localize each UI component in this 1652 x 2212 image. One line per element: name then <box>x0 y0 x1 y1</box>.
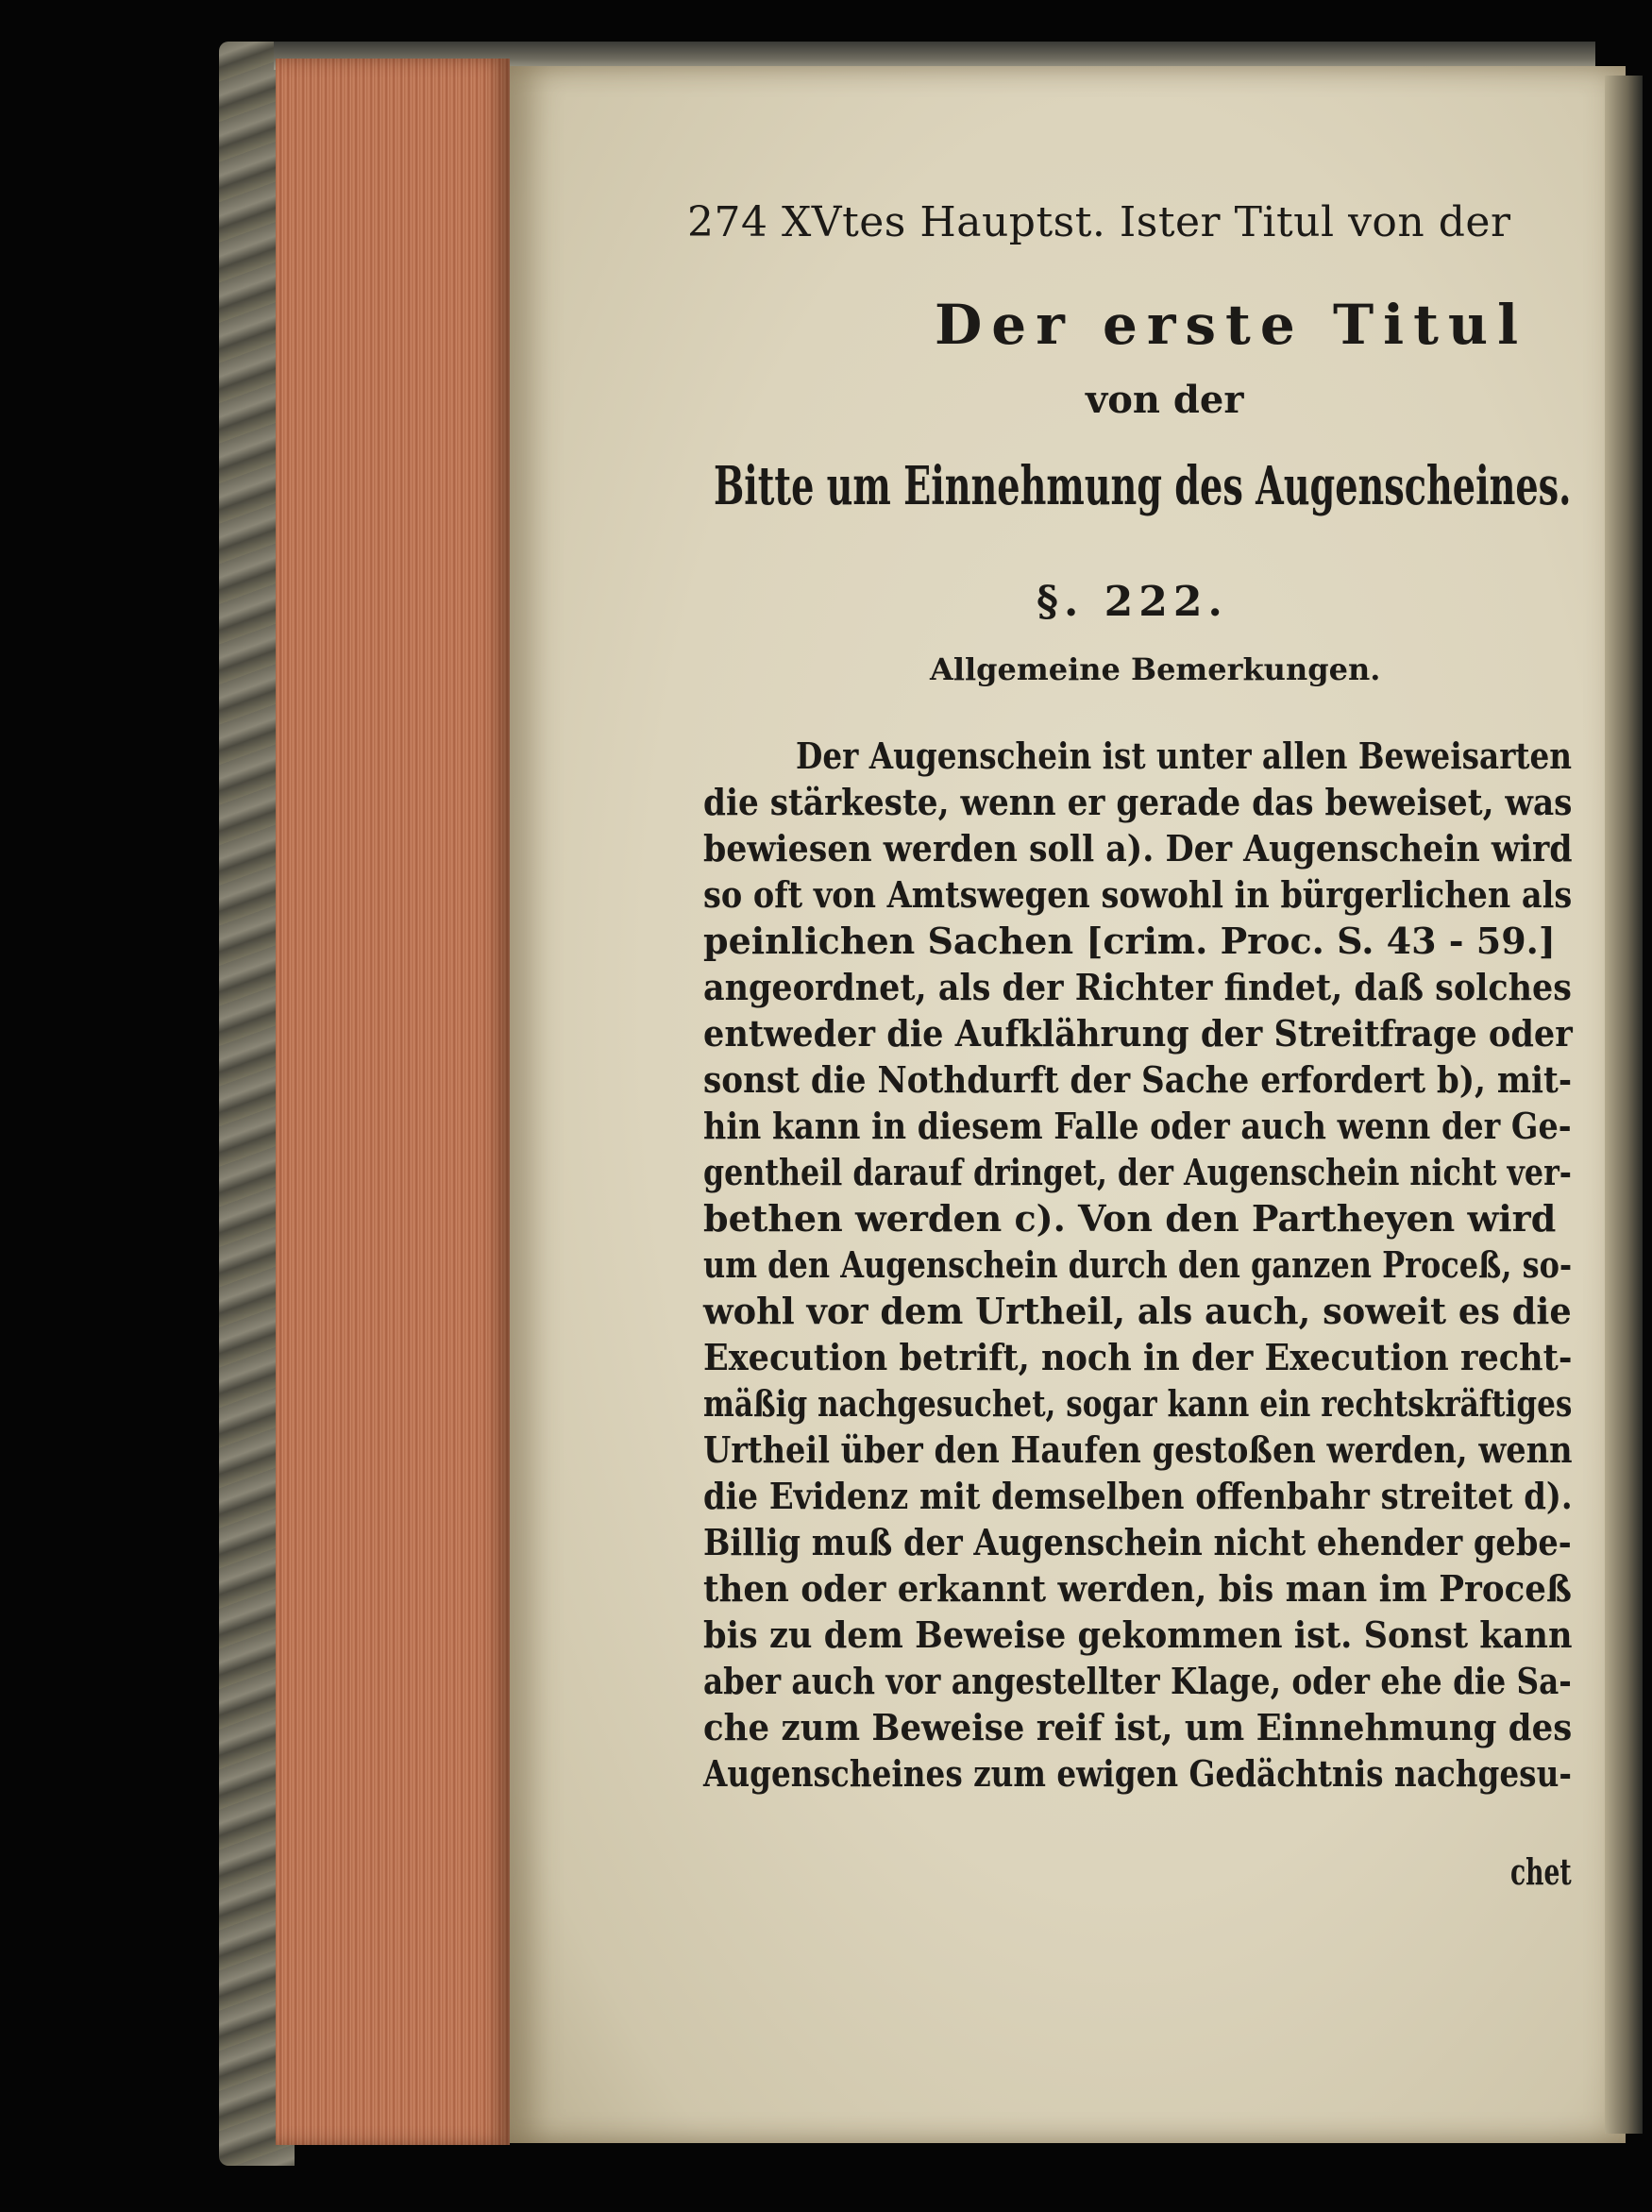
section-number: §. 222. <box>1037 578 1228 626</box>
chapter-title: Der erste Titul <box>935 293 1528 357</box>
body-line: Augenscheines zum ewigen Gedächtnis nachgesu- <box>703 1752 1572 1795</box>
page-edges <box>276 59 510 2145</box>
body-line: hin kann in diesem Falle oder auch wenn der Ge- <box>703 1105 1572 1147</box>
chapter-subject: Bitte um Einnehmung des Augenscheines. <box>714 455 1572 517</box>
body-line: then oder erkannt werden, bis man im Proceß <box>703 1567 1572 1610</box>
body-line: Der Augenschein ist unter allen Beweisarten <box>796 735 1573 777</box>
body-line: gentheil darauf dringet, der Augenschein nicht ver- <box>703 1151 1572 1193</box>
body-line: sonst die Nothdurft der Sache erfordert b), mit- <box>703 1058 1573 1101</box>
catchword: chet <box>1510 1850 1572 1893</box>
body-line: che zum Beweise reif ist, um Einnehmung des <box>703 1706 1573 1748</box>
body-line: peinlichen Sachen [crim. Proc. S. 43 - 59.] <box>703 920 1556 962</box>
body-line: um den Augenschein durch den ganzen Proceß, so- <box>703 1243 1573 1286</box>
body-line: so oft von Amtswegen sowohl in bürgerlichen als <box>703 873 1573 916</box>
body-line: wohl vor dem Urtheil, als auch, soweit es die <box>703 1290 1572 1332</box>
body-line: bethen werden c). Von den Partheyen wird <box>703 1197 1557 1240</box>
chapter-title-connector: von der <box>1086 378 1244 422</box>
body-line: entweder die Aufklährung der Streitfrage oder <box>703 1012 1573 1055</box>
page-gutter <box>1605 76 1643 2134</box>
body-line: aber auch vor angestellter Klage, oder ehe die Sa- <box>703 1660 1572 1702</box>
body-line: bis zu dem Beweise gekommen ist. Sonst kann <box>703 1613 1573 1656</box>
running-head: 274 XVtes Hauptst. Ister Titul von der <box>687 198 1511 246</box>
body-line: angeordnet, als der Richter findet, daß solches <box>703 966 1572 1008</box>
body-line: bewiesen werden soll a). Der Augenschein wird <box>703 827 1573 870</box>
section-subtitle: Allgemeine Bemerkungen. <box>930 651 1381 687</box>
body-line: Urtheil über den Haufen gestoßen werden, wenn <box>703 1428 1573 1471</box>
body-line: die Evidenz mit demselben offenbahr streitet d). <box>703 1475 1573 1517</box>
body-line: die stärkeste, wenn er gerade das beweiset, was <box>703 781 1573 823</box>
body-line: mäßig nachgesuchet, sogar kann ein rechtskräftiges <box>703 1382 1573 1425</box>
body-line: Execution betrift, noch in der Execution recht- <box>703 1336 1573 1378</box>
body-line: Billig muß der Augenschein nicht ehender gebe- <box>703 1521 1572 1563</box>
